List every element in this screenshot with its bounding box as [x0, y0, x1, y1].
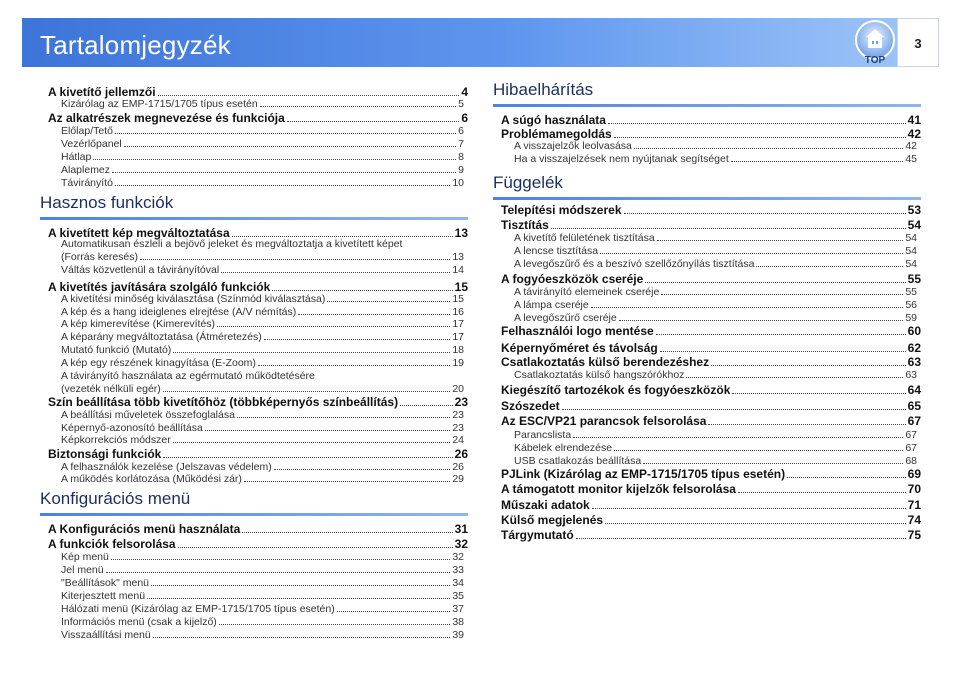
- dot-leader: [93, 159, 456, 160]
- section-heading-text: Függelék: [493, 173, 563, 192]
- toc-entry-title: Hátlap: [61, 151, 92, 163]
- toc-page-number: 60: [907, 324, 921, 338]
- toc-page-number: 67: [905, 442, 917, 454]
- toc-page-number: 6: [458, 125, 464, 137]
- toc-entry-title: Műszaki adatok: [501, 498, 590, 512]
- section-underline: [40, 513, 468, 516]
- dot-leader: [242, 532, 452, 533]
- toc-entry-main[interactable]: [501, 467, 921, 481]
- toc-page-number: 33: [452, 564, 464, 576]
- toc-entry-main[interactable]: [501, 113, 921, 127]
- dot-leader: [112, 172, 456, 173]
- dot-leader: [656, 334, 906, 335]
- dot-leader: [298, 314, 450, 315]
- toc-entry-sub[interactable]: [514, 429, 917, 441]
- toc-entry-main[interactable]: [501, 127, 921, 141]
- toc-entry-sub[interactable]: [61, 577, 464, 589]
- toc-page-number: 67: [905, 429, 917, 441]
- toc-page-number: 29: [452, 473, 464, 485]
- toc-page-number: 41: [907, 113, 921, 127]
- toc-entry-title: Kiterjesztett menü: [61, 590, 146, 602]
- toc-entry-sub[interactable]: [514, 245, 917, 257]
- toc-page-number: 34: [452, 577, 464, 589]
- toc-page-number: 68: [905, 455, 917, 467]
- toc-entry-sub[interactable]: [61, 306, 464, 318]
- toc-page-number: 4: [461, 85, 468, 99]
- toc-page-number: 42: [905, 140, 917, 152]
- toc-entry-title: A kivetített kép megváltoztatása: [48, 226, 230, 240]
- toc-entry-sub[interactable]: [61, 177, 464, 189]
- toc-entry-title: Képkorrekciós módszer: [61, 434, 171, 446]
- dot-leader: [732, 393, 905, 394]
- toc-entry-sub[interactable]: [514, 312, 917, 324]
- toc-entry-title: A működés korlátozása (Működési zár): [61, 473, 242, 485]
- toc-entry-title: "Beállítások" menü: [61, 577, 149, 589]
- toc-entry-title: A kivetítés javítására szolgáló funkciók: [48, 280, 271, 294]
- toc-entry-title: A felhasználók kezelése (Jelszavas védelem): [61, 461, 272, 473]
- toc-entry-title: Hálózati menü (Kizárólag az EMP-1715/1705 típus esetén): [61, 603, 335, 615]
- dot-leader: [600, 253, 903, 254]
- dot-leader: [756, 266, 903, 267]
- dot-leader: [163, 457, 452, 458]
- dot-leader: [244, 481, 450, 482]
- top-button[interactable]: [853, 20, 899, 66]
- toc-page-number: 63: [907, 355, 921, 369]
- toc-entry-title: Kizárólag az EMP-1715/1705 típus esetén: [61, 98, 258, 110]
- toc-entry-sub[interactable]: [61, 151, 464, 163]
- dot-leader: [400, 405, 453, 406]
- toc-entry-title: (vezeték nélküli egér): [61, 383, 161, 395]
- toc-page-number: 62: [907, 341, 921, 355]
- toc-entry-main[interactable]: [501, 414, 921, 428]
- toc-entry-sub[interactable]: [514, 140, 917, 152]
- dot-leader: [115, 133, 456, 134]
- toc-entry-title: A támogatott monitor kijelzők felsorolása: [501, 482, 736, 496]
- toc-entry-title: A funkciók felsorolása: [48, 537, 176, 551]
- toc-page-number: 17: [452, 318, 464, 330]
- dot-leader: [562, 409, 906, 410]
- toc-entry-sub[interactable]: [61, 138, 464, 150]
- toc-entry-title: Problémamegoldás: [501, 127, 612, 141]
- dot-leader: [178, 547, 453, 548]
- dot-leader: [173, 352, 450, 353]
- dot-leader: [634, 148, 903, 149]
- section-heading: [40, 489, 468, 509]
- toc-entry-main[interactable]: [501, 203, 921, 217]
- dot-leader: [287, 121, 460, 122]
- toc-entry-sub[interactable]: [514, 153, 917, 165]
- dot-leader: [711, 365, 906, 366]
- toc-page-number: 14: [452, 264, 464, 276]
- dot-leader: [619, 320, 904, 321]
- dot-leader: [151, 585, 450, 586]
- dot-leader: [237, 417, 450, 418]
- toc-page-number: 70: [907, 482, 921, 496]
- toc-entry-sub[interactable]: [514, 286, 917, 298]
- toc-entry-sub[interactable]: [514, 442, 917, 454]
- section-heading-text: Hasznos funkciók: [40, 193, 174, 212]
- dot-leader: [258, 365, 450, 366]
- toc-entry-sub[interactable]: [61, 564, 464, 576]
- toc-entry-line[interactable]: A távirányító használata az egérmutató működtetésére: [61, 370, 315, 382]
- dot-leader: [115, 185, 450, 186]
- toc-page-number: 55: [905, 286, 917, 298]
- toc-entry-main[interactable]: [48, 280, 468, 294]
- toc-entry-main[interactable]: [501, 383, 921, 397]
- toc-entry-sub[interactable]: [514, 369, 917, 381]
- toc-entry-title: Csatlakoztatás külső hangszórókhoz: [514, 369, 685, 381]
- toc-entry-title: A kép és a hang ideiglenes elrejtése (A/V némítás): [61, 306, 297, 318]
- dot-leader: [573, 437, 903, 438]
- toc-page-number: 23: [452, 409, 464, 421]
- toc-entry-title: Alaplemez: [61, 164, 111, 176]
- toc-entry-title: A kivetítő jellemzői: [48, 85, 156, 99]
- toc-entry-title: A lencse tisztítása: [514, 245, 599, 257]
- toc-entry-title: Kábelek elrendezése: [514, 442, 613, 454]
- toc-entry-title: Jel menü: [61, 564, 104, 576]
- toc-entry-title: Az ESC/VP21 parancsok felsorolása: [501, 414, 707, 428]
- toc-entry-title: Információs menü (csak a kijelző): [61, 616, 217, 628]
- toc-entry-sub[interactable]: [61, 473, 464, 485]
- toc-entry-title: Felhasználói logo mentése: [501, 324, 654, 338]
- dot-leader: [140, 259, 450, 260]
- toc-entry-sub[interactable]: [61, 603, 464, 615]
- toc-entry-title: Szószedet: [501, 399, 560, 413]
- toc-entry-title: A súgó használata: [501, 113, 606, 127]
- dot-leader: [605, 523, 906, 524]
- section-underline: [493, 104, 921, 107]
- toc-entry-title: Tárgymutató: [501, 528, 574, 542]
- toc-page-number: 54: [905, 258, 917, 270]
- section-heading: [40, 193, 468, 213]
- toc-entry-title: A kép kimerevítése (Kimerevítés): [61, 318, 216, 330]
- toc-page-number: 7: [458, 138, 464, 150]
- toc-entry-main[interactable]: [501, 528, 921, 542]
- toc-entry-title: A levegőszűrő cseréje: [514, 312, 617, 324]
- toc-page-number: 26: [452, 461, 464, 473]
- toc-entry-sub[interactable]: [61, 461, 464, 473]
- page-number: 3: [914, 36, 922, 51]
- dot-leader: [260, 106, 456, 107]
- toc-page-number: 8: [458, 151, 464, 163]
- toc-page-number: 65: [907, 399, 921, 413]
- toc-entry-title: A kép egy részének kinagyítása (E-Zoom): [61, 357, 256, 369]
- toc-entry-title: A beállítási műveletek összefoglalása: [61, 409, 235, 421]
- toc-page-number: 19: [452, 357, 464, 369]
- toc-page-number: 37: [452, 603, 464, 615]
- toc-entry-sub[interactable]: [61, 409, 464, 421]
- toc-entry-sub[interactable]: [61, 98, 464, 110]
- toc-entry-sub[interactable]: [61, 551, 464, 563]
- toc-page-number: 59: [905, 312, 917, 324]
- toc-page-number: 15: [454, 280, 468, 294]
- toc-entry-main[interactable]: [501, 355, 921, 369]
- toc-entry-main[interactable]: [501, 399, 921, 413]
- toc-page-number: 63: [905, 369, 917, 381]
- toc-page-number: 75: [907, 528, 921, 542]
- toc-page-number: 54: [905, 245, 917, 257]
- toc-page-number: 5: [458, 98, 464, 110]
- toc-entry-sub[interactable]: [61, 344, 464, 356]
- dot-leader: [643, 463, 903, 464]
- toc-page-number: 45: [905, 153, 917, 165]
- toc-entry-title: Képernyő-azonosító beállítása: [61, 422, 203, 434]
- toc-page-number: 56: [905, 299, 917, 311]
- toc-page-number: 16: [452, 306, 464, 318]
- toc-entry-title: Tisztítás: [501, 218, 549, 232]
- toc-page-number: 67: [907, 414, 921, 428]
- dot-leader: [158, 95, 460, 96]
- toc-page-number: 64: [907, 383, 921, 397]
- dot-leader: [274, 469, 451, 470]
- toc-page-number: 39: [452, 629, 464, 641]
- dot-leader: [614, 450, 903, 451]
- toc-entry-title: A fogyóeszközök cseréje: [501, 272, 644, 286]
- toc-entry-title: Távirányító: [61, 177, 113, 189]
- toc-page-number: 20: [452, 383, 464, 395]
- toc-entry-sub[interactable]: [61, 422, 464, 434]
- toc-page-number: 18: [452, 344, 464, 356]
- dot-leader: [624, 213, 906, 214]
- dot-leader: [327, 301, 450, 302]
- toc-entry-title: PJLink (Kizárólag az EMP-1715/1705 típus esetén): [501, 467, 786, 481]
- section-underline: [493, 197, 921, 200]
- dot-leader: [106, 572, 451, 573]
- toc-entry-sub[interactable]: [514, 232, 917, 244]
- dot-leader: [163, 391, 451, 392]
- dot-leader: [661, 294, 903, 295]
- toc-entry-line[interactable]: Automatikusan észleli a bejövő jeleket és megváltoztatja a kivetített képet: [61, 238, 403, 250]
- dot-leader: [608, 123, 906, 124]
- toc-entry-sub[interactable]: [61, 383, 464, 395]
- dot-leader: [173, 442, 451, 443]
- toc-entry-main[interactable]: [48, 522, 468, 536]
- toc-entry-sub[interactable]: [61, 125, 464, 137]
- toc-page-number: 71: [907, 498, 921, 512]
- toc-page-number: 31: [454, 522, 468, 536]
- toc-entry-sub[interactable]: [61, 318, 464, 330]
- toc-entry-title: Szín beállítása több kivetítőhöz (többképernyős színbeállítás): [48, 395, 399, 409]
- toc-entry-sub[interactable]: [61, 629, 464, 641]
- dot-leader: [232, 236, 453, 237]
- dot-leader: [264, 339, 451, 340]
- toc-page-number: 10: [452, 177, 464, 189]
- toc-entry-title: Csatlakoztatás külső berendezéshez: [501, 355, 710, 369]
- toc-page-number: 35: [452, 590, 464, 602]
- toc-entry-main[interactable]: [48, 395, 468, 409]
- dot-leader: [657, 240, 904, 241]
- dot-leader: [645, 282, 905, 283]
- toc-entry-sub[interactable]: [61, 251, 464, 263]
- dot-leader: [221, 272, 450, 273]
- toc-entry-main[interactable]: [48, 85, 468, 99]
- toc-entry-main[interactable]: [501, 324, 921, 338]
- dot-leader: [205, 430, 450, 431]
- toc-entry-title: Képernyőméret és távolság: [501, 341, 658, 355]
- toc-page-number: 24: [452, 434, 464, 446]
- toc-page-number: 9: [458, 164, 464, 176]
- toc-entry-title: (Forrás keresés): [61, 251, 139, 263]
- dot-leader: [337, 611, 451, 612]
- dot-leader: [153, 637, 451, 638]
- toc-entry-sub[interactable]: [61, 293, 464, 305]
- toc-entry-title: A kivetítési minőség kiválasztása (Színmód kiválasztása): [61, 293, 326, 305]
- toc-page-number: 42: [907, 127, 921, 141]
- section-heading: [493, 80, 921, 100]
- dot-leader: [591, 307, 904, 308]
- toc-page-number: 23: [454, 395, 468, 409]
- toc-page-number: 13: [452, 251, 464, 263]
- dot-leader: [272, 290, 452, 291]
- toc-page-number: 74: [907, 513, 921, 527]
- dot-leader: [731, 161, 904, 162]
- toc-entry-sub[interactable]: [61, 164, 464, 176]
- dot-leader: [660, 351, 906, 352]
- toc-entry-sub[interactable]: [61, 331, 464, 343]
- toc-entry-main[interactable]: [48, 537, 468, 551]
- dot-leader: [111, 559, 450, 560]
- toc-entry-main[interactable]: [501, 482, 921, 496]
- dot-leader: [614, 137, 906, 138]
- toc-page-number: 23: [452, 422, 464, 434]
- toc-entry-title: Telepítési módszerek: [501, 203, 622, 217]
- toc-entry-title: Visszaállítási menü: [61, 629, 151, 641]
- dot-leader: [738, 492, 906, 493]
- toc-entry-main[interactable]: [501, 272, 921, 286]
- toc-page-number: 55: [907, 272, 921, 286]
- toc-entry-title: Váltás közvetlenül a távirányítóval: [61, 264, 220, 276]
- toc-page-number: 26: [454, 447, 468, 461]
- toc-entry-title: A levegőszűrő és a beszívó szellőzőnyílás tisztítása: [514, 258, 755, 270]
- dot-leader: [124, 146, 456, 147]
- toc-entry-sub[interactable]: [514, 299, 917, 311]
- toc-entry-title: A lámpa cseréje: [514, 299, 589, 311]
- section-heading: [493, 173, 921, 193]
- toc-page-number: 53: [907, 203, 921, 217]
- toc-entry-title: Parancslista: [514, 429, 572, 441]
- toc-page-number: 54: [905, 232, 917, 244]
- toc-entry-title: A kivetítő felületének tisztítása: [514, 232, 655, 244]
- toc-entry-title: A visszajelzők leolvasása: [514, 140, 632, 152]
- toc-entry-sub[interactable]: [61, 434, 464, 446]
- toc-entry-main[interactable]: [501, 513, 921, 527]
- toc-entry-main[interactable]: [501, 341, 921, 355]
- dot-leader: [592, 508, 906, 509]
- toc-entry-title: USB csatlakozás beállítása: [514, 455, 642, 467]
- section-heading-text: Konfigurációs menü: [40, 489, 191, 508]
- dot-leader: [708, 424, 905, 425]
- toc-entry-main[interactable]: [501, 218, 921, 232]
- toc-entry-title: Kiegészítő tartozékok és fogyóeszközök: [501, 383, 731, 397]
- toc-entry-main[interactable]: [501, 498, 921, 512]
- toc-page-number: 54: [907, 218, 921, 232]
- toc-page-number: 13: [454, 226, 468, 240]
- toc-page-number: 32: [454, 537, 468, 551]
- toc-entry-title: A képarány megváltoztatása (Átméretezés): [61, 331, 262, 343]
- toc-entry-main[interactable]: [48, 447, 468, 461]
- dot-leader: [576, 538, 906, 539]
- page-title: Tartalomjegyzék: [40, 30, 231, 60]
- dot-leader: [787, 477, 906, 478]
- toc-entry-title: Kép menü: [61, 551, 109, 563]
- dot-leader: [686, 377, 903, 378]
- toc-entry-title: Vezérlőpanel: [61, 138, 122, 150]
- toc-page-number: 38: [452, 616, 464, 628]
- toc-page-number: 15: [452, 293, 464, 305]
- toc-entry-sub[interactable]: [514, 455, 917, 467]
- toc-entry-sub[interactable]: [61, 590, 464, 602]
- toc-entry-title: A távirányító elemeinek cseréje: [514, 286, 660, 298]
- top-button-label: TOP: [864, 55, 886, 66]
- toc-entry-title: A Konfigurációs menü használata: [48, 522, 241, 536]
- section-underline: [40, 217, 468, 220]
- toc-entry-title: Biztonsági funkciók: [48, 447, 162, 461]
- toc-entry-title: Az alkatrészek megnevezése és funkciója: [48, 111, 285, 125]
- toc-entry-sub[interactable]: [514, 258, 917, 270]
- toc-page-number: 17: [452, 331, 464, 343]
- toc-entry-title: Külső megjelenés: [501, 513, 604, 527]
- toc-entry-sub[interactable]: [61, 616, 464, 628]
- dot-leader: [219, 624, 451, 625]
- toc-entry-main[interactable]: [48, 111, 468, 125]
- toc-page-number: 6: [461, 111, 468, 125]
- section-heading-text: Hibaelhárítás: [493, 80, 594, 99]
- dot-leader: [147, 598, 450, 599]
- dot-leader: [551, 228, 906, 229]
- toc-page-number: 32: [452, 551, 464, 563]
- toc-entry-title: Mutató funkció (Mutató): [61, 344, 172, 356]
- toc-entry-sub[interactable]: [61, 357, 464, 369]
- toc-entry-sub[interactable]: [61, 264, 464, 276]
- toc-page-number: 69: [907, 467, 921, 481]
- dot-leader: [217, 326, 450, 327]
- toc-entry-title: Ha a visszajelzések nem nyújtanak segítséget: [514, 153, 729, 165]
- toc-entry-title: Előlap/Tető: [61, 125, 113, 137]
